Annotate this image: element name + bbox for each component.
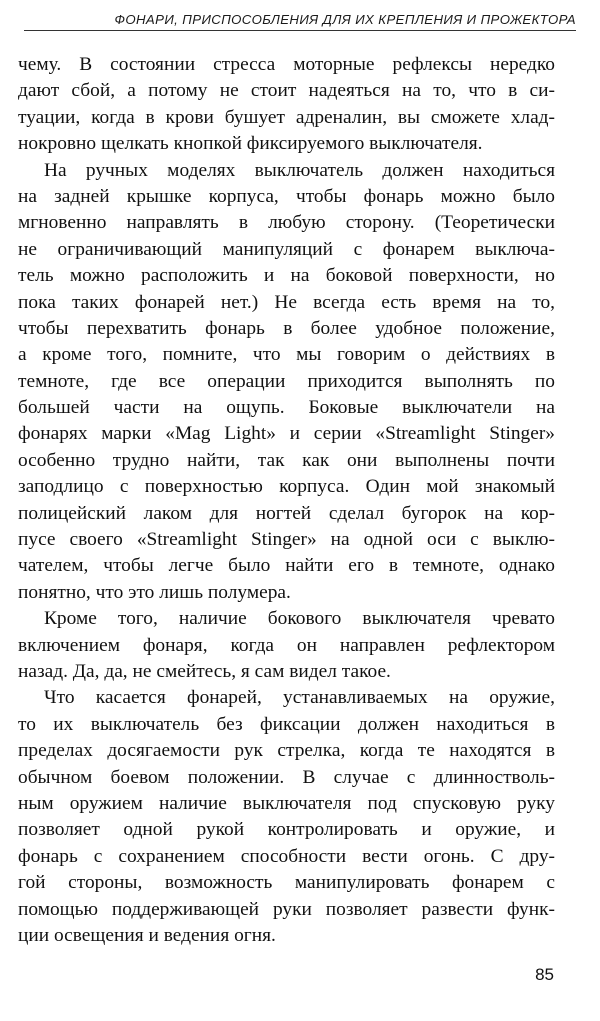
text-line: включением фонаря, когда он направлен рефлектором	[18, 634, 555, 656]
text-line: заподлицо с поверхностью корпуса. Один мой знакомый	[18, 476, 555, 498]
text-line: не ограничивающий манипуляций с фонарем выключа-	[18, 238, 555, 260]
text-line: чему. В состоянии стресса моторные рефлексы нередко	[18, 54, 555, 75]
text-line: чателем, чтобы легче было найти его в темноте, однако	[18, 555, 555, 577]
text-line: темноте, где все операции приходится выполнять по	[18, 370, 555, 392]
text-line: гой стороны, возможность манипулировать фонарем с	[18, 872, 555, 894]
text-line: ции освещения и ведения огня.	[18, 924, 276, 946]
text-line: то их выключатель без фиксации должен находиться в	[18, 713, 555, 735]
text-line: на задней крышке корпуса, чтобы фонарь можно было	[18, 185, 555, 207]
text-line: обычном боевом положении. В случае с длинностволь-	[18, 766, 555, 788]
text-line: назад. Да, да, не смейтесь, я сам видел такое.	[18, 660, 391, 682]
text-line: фонарь с сохранением способности вести огонь. С дру-	[18, 845, 555, 867]
page-number: 85	[535, 965, 554, 984]
text-line: большей части на ощупь. Боковые выключатели на	[18, 397, 555, 419]
paragraph-3	[18, 606, 555, 685]
text-line: особенно трудно найти, так как они выполнены почти	[18, 449, 555, 471]
text-line: понятно, что это лишь полумера.	[18, 581, 291, 603]
text-line: а кроме того, помните, что мы говорим о действиях в	[18, 344, 555, 366]
text-line: пока таких фонарей нет.) Не всегда есть время на то,	[18, 291, 555, 313]
text-line: ным оружием наличие выключателя под спусковую руку	[18, 792, 555, 814]
text-line: пусе своего «Streamlight Stinger» на одной оси с выклю-	[18, 529, 555, 551]
running-head: ФОНАРИ, ПРИСПОСОБЛЕНИЯ ДЛЯ ИХ КРЕПЛЕНИЯ И ПРОЖЕКТОРА	[24, 12, 576, 31]
body-text	[18, 52, 555, 949]
text-line: пределах досягаемости рук стрелка, когда те находятся в	[18, 740, 555, 762]
text-line: фонарях марки «Mag Light» и серии «Streamlight Stinger»	[18, 423, 555, 445]
text-line: чтобы перехватить фонарь в более удобное положение,	[18, 317, 555, 339]
text-line: Что касается фонарей, устанавливаемых на оружие,	[44, 687, 555, 709]
text-line: полицейский лаком для ногтей сделал бугорок на кор-	[18, 502, 555, 524]
text-line: нокровно щелкать кнопкой фиксируемого выключателя.	[18, 133, 483, 155]
paragraph-2	[18, 158, 555, 607]
text-line: Кроме того, наличие бокового выключателя чревато	[44, 608, 555, 630]
text-line: тель можно расположить и на боковой поверхности, но	[18, 265, 555, 287]
text-line: позволяет одной рукой контролировать и оружие, и	[18, 819, 555, 841]
paragraph-4	[18, 685, 555, 949]
text-line: мгновенно направлять в любую сторону. (Теоретически	[18, 212, 555, 234]
text-line: туации, когда в крови бушует адреналин, вы сможете хлад-	[18, 106, 555, 128]
text-line: На ручных моделях выключатель должен находиться	[44, 159, 555, 181]
text-line: дают сбой, а потому не стоит надеяться на то, что в си-	[18, 80, 555, 102]
text-line: помощью поддерживающей руки позволяет развести функ-	[18, 898, 555, 920]
paragraph-1	[18, 52, 555, 158]
